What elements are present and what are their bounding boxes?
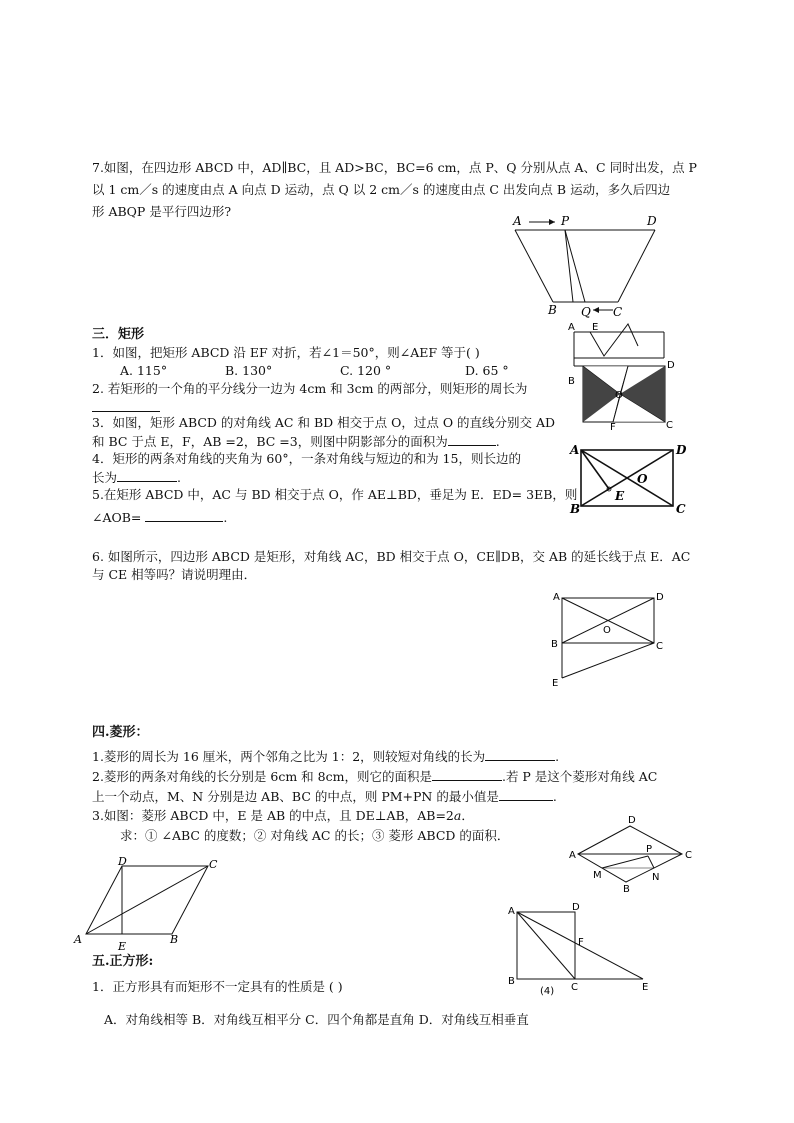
section-square-heading: 五.正方形: [92, 954, 154, 969]
sq-label-B: B [508, 976, 515, 987]
q7-line3: 形 ABQP 是平行四边形? [92, 204, 232, 219]
de-label-C: C [209, 858, 218, 871]
rect-q4-line1: 4．矩形的两条对角线的夹角为 60°，一条对角线与短边的和为 15，则长边的 [92, 451, 521, 466]
q7-label-Q: Q [581, 305, 591, 319]
pmn-label-P: P [646, 844, 653, 855]
q7-line2: 以 1 cm／s 的速度由点 A 向点 D 运动，点 Q 以 2 cm／s 的速度由点 C 出发向点 B 运动，多久后四边 [92, 182, 671, 197]
de-label-D: D [118, 855, 127, 868]
pmn-label-B: B [623, 884, 630, 895]
sq-caption: (4) [540, 986, 555, 997]
fold-label-E: E [592, 322, 599, 333]
rhombus-de-figure [70, 850, 230, 958]
sq-label-A: A [508, 906, 515, 917]
square-figure [505, 900, 655, 995]
sq-label-F: F [578, 937, 584, 948]
sq-label-D: D [572, 902, 580, 913]
section-rectangle-heading: 三．矩形 [92, 327, 145, 342]
ae-label-A: A [570, 443, 580, 457]
ce-label-D: D [656, 592, 664, 603]
rect-q5-line1: 5.在矩形 ABCD 中，AC 与 BD 相交于点 O，作 AE⊥BD，垂足为 E．ED= 3EB，则 [92, 487, 578, 502]
rhombus-q2-line2: 上一个动点，M、N 分别是边 AB、BC 的中点，则 PM+PN 的最小值是 . [92, 789, 557, 804]
de-label-A: A [74, 933, 82, 946]
q7-label-P: P [561, 214, 570, 228]
pmn-label-D: D [628, 815, 636, 826]
rect-q1-opt-d: D. 65 ° [465, 363, 509, 378]
ce-label-O: O [603, 625, 611, 636]
q7-label-A: A [513, 214, 522, 228]
ae-label-O: O [637, 472, 648, 486]
q7-label-B: B [548, 303, 557, 317]
pmn-label-N: N [652, 872, 660, 883]
ae-label-C: C [676, 502, 686, 516]
rect-q1-opt-a: A. 115° [120, 363, 168, 378]
pmn-label-M: M [593, 870, 602, 881]
sq-label-E: E [642, 982, 649, 993]
fold-label-B: B [568, 376, 575, 387]
rhombus-q2-line1: 2.菱形的两条对角线的长分别是 6cm 和 8cm，则它的面积是 .若 P 是这个菱形对角线 AC [92, 769, 658, 784]
square-q1-options: A．对角线相等 B．对角线互相平分 C．四个角都是直角 D．对角线互相垂直 [104, 1012, 529, 1027]
rect-q6-line1: 6. 如图所示，四边形 ABCD 是矩形，对角线 AC，BD 相交于点 O，CE∥DB，交 AB 的延长线于点 E．AC [92, 549, 691, 564]
rect-q6-line2: 与 CE 相等吗？请说明理由． [92, 567, 257, 582]
q7-label-D: D [647, 214, 657, 228]
rhombus-pmn-figure [568, 812, 693, 894]
fold-label-F: F [610, 422, 616, 433]
ce-label-E: E [552, 678, 559, 689]
q7-trapezoid-figure [505, 210, 665, 320]
rect-q3-line1: 3．如图，矩形 ABCD 的对角线 AC 和 BD 相交于点 O，过点 O 的直线分别交 AD [92, 415, 556, 430]
ae-label-B: B [570, 502, 581, 516]
fold-label-O: O [615, 390, 623, 401]
ae-label-D: D [676, 443, 687, 457]
rect-ae-figure [565, 440, 690, 520]
rhombus-q3-line2: 求：① ∠ABC 的度数；② 对角线 AC 的长；③ 菱形 ABCD 的面积． [120, 828, 510, 843]
rect-fold-figure [562, 318, 682, 433]
fold-label-A: A [568, 322, 575, 333]
rect-q1-opt-c: C. 120 ° [340, 363, 392, 378]
q7-label-C: C [613, 305, 623, 319]
square-q1: 1．正方形具有而矩形不一定具有的性质是 ( ) [92, 979, 343, 994]
rect-ce-figure [548, 590, 668, 690]
q7-line1: 7.如图，在四边形 ABCD 中，AD∥BC，且 AD>BC，BC=6 cm，点 P、Q 分别从点 A、C 同时出发，点 P [92, 160, 697, 175]
rect-q5-line2: ∠AOB= . [92, 510, 228, 525]
pmn-label-C: C [685, 850, 692, 861]
rect-q1: 1．如图，把矩形 ABCD 沿 EF 对折，若∠1＝50°，则∠AEF 等于( ) [92, 345, 480, 360]
fold-label-D: D [667, 360, 675, 371]
ce-label-C: C [656, 641, 663, 652]
pmn-label-A: A [569, 850, 576, 861]
de-label-E: E [118, 940, 127, 953]
section-rhombus-heading: 四.菱形： [92, 725, 149, 740]
rect-q4-line2: 长为 . [92, 470, 181, 485]
rect-q1-opt-b: B. 130° [225, 363, 273, 378]
de-label-B: B [170, 933, 179, 946]
sq-label-C: C [571, 982, 578, 993]
ce-label-A: A [553, 592, 560, 603]
rect-q2: 2. 若矩形的一个角的平分线分一边为 4cm 和 3cm 的两部分，则矩形的周长为 [92, 381, 528, 396]
ae-label-E: E [615, 489, 625, 503]
rhombus-q1: 1.菱形的周长为 16 厘米，两个邻角之比为 1：2，则较短对角线的长为 . [92, 749, 560, 764]
rect-q3-line2: 和 BC 于点 E，F，AB =2，BC =3，则图中阴影部分的面积为 . [92, 434, 500, 449]
fold-label-C: C [666, 420, 673, 431]
ce-label-B: B [551, 639, 558, 650]
rhombus-q3-line1: 3.如图：菱形 ABCD 中，E 是 AB 的中点，且 DE⊥AB，AB=2a． [92, 808, 474, 823]
